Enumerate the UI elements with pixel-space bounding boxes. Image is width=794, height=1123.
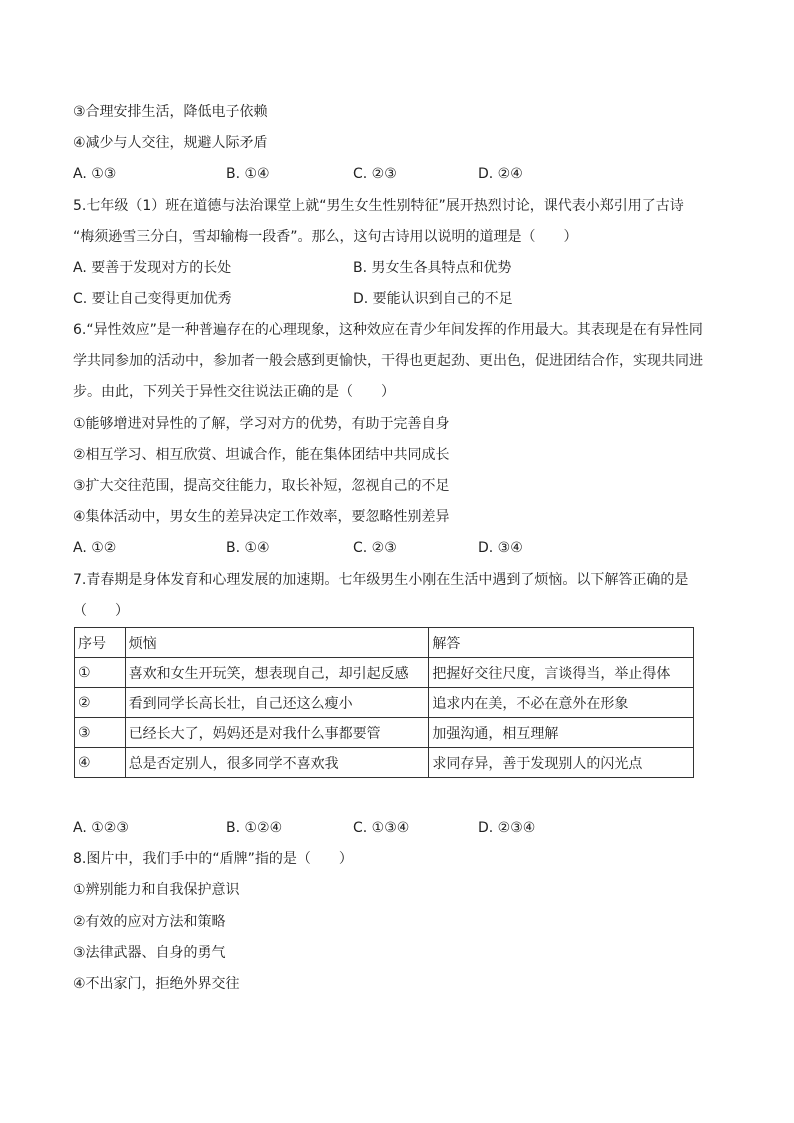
table-row — [75, 748, 694, 778]
q6-item-2: ②相互学习、相互欣赏、坦诚合作，能在集体团结中共同成长 — [73, 447, 450, 463]
table-cell: 把握好交往尺度，言谈得当，举止得体 — [429, 658, 694, 688]
table-cell: ③ — [75, 718, 126, 748]
q8-item-4: ④不出家门，拒绝外界交往 — [73, 976, 240, 992]
table-cell: 已经长大了，妈妈还是对我什么事都要管 — [125, 718, 429, 748]
table-cell: 总是否定别人，很多同学不喜欢我 — [125, 748, 429, 778]
table-cell: ① — [75, 658, 126, 688]
q7-option-a: A. ①②③ — [73, 820, 129, 836]
q8-stem: 8.图片中，我们手中的“盾牌”指的是（ ） — [73, 851, 353, 867]
q4-option-d: D. ②④ — [478, 166, 523, 182]
q4-option-b: B. ①④ — [226, 166, 270, 182]
table-cell: ② — [75, 688, 126, 718]
table-row — [75, 658, 694, 688]
q7-stem-line2: （ ） — [73, 603, 129, 619]
q7-option-c: C. ①③④ — [353, 820, 410, 836]
table-cell: 喜欢和女生开玩笑，想表现自己，却引起反感 — [125, 658, 429, 688]
table-cell: 看到同学长高长壮，自己还这么瘦小 — [125, 688, 429, 718]
q6-option-b: B. ①④ — [226, 540, 270, 556]
table-header-cell: 烦恼 — [125, 628, 429, 658]
table-cell: 追求内在美，不必在意外在形象 — [429, 688, 694, 718]
table-row — [75, 718, 694, 748]
q4-option-c: C. ②③ — [353, 166, 397, 182]
q5-option-d: D. 要能认识到自己的不足 — [353, 291, 513, 307]
q6-option-d: D. ③④ — [478, 540, 523, 556]
q8-item-2: ②有效的应对方法和策略 — [73, 914, 226, 930]
table-header-cell: 序号 — [75, 628, 126, 658]
q8-item-1: ①辨别能力和自我保护意识 — [73, 882, 240, 898]
q6-stem-line2: 学共同参加的活动中，参加者一般会感到更愉快，干得也更起劲、更出色，促进团结合作，实现共同进 — [73, 353, 703, 369]
q6-option-c: C. ②③ — [353, 540, 397, 556]
q4-item-3: ③合理安排生活，降低电子依赖 — [73, 104, 268, 120]
q7-option-d: D. ②③④ — [478, 820, 536, 836]
q5-stem-line1: 5.七年级（1）班在道德与法治课堂上就“男生女生性别特征”展开热烈讨论，课代表小郑引用了古诗 — [73, 198, 684, 214]
q6-item-4: ④集体活动中，男女生的差异决定工作效率，要忽略性别差异 — [73, 509, 450, 525]
table-row — [75, 688, 694, 718]
q4-item-4: ④减少与人交往，规避人际矛盾 — [73, 135, 268, 151]
table-header-cell: 解答 — [429, 628, 694, 658]
q7-stem-line1: 7.青春期是身体发育和心理发展的加速期。七年级男生小刚在生活中遇到了烦恼。以下解答正确的是 — [73, 572, 689, 588]
q7-option-b: B. ①②④ — [226, 820, 283, 836]
table-cell: 加强沟通，相互理解 — [429, 718, 694, 748]
q8-item-3: ③法律武器、自身的勇气 — [73, 945, 226, 961]
q4-option-a: A. ①③ — [73, 166, 117, 182]
q6-stem-line3: 步。由此，下列关于异性交往说法正确的是（ ） — [73, 384, 395, 400]
q5-option-a: A. 要善于发现对方的长处 — [73, 260, 232, 276]
q6-item-3: ③扩大交往范围，提高交往能力，取长补短，忽视自己的不足 — [73, 478, 450, 494]
q7-table — [74, 627, 694, 778]
q6-option-a: A. ①② — [73, 540, 117, 556]
table-cell: 求同存异，善于发现别人的闪光点 — [429, 748, 694, 778]
q5-stem-line2: “梅须逊雪三分白，雪却输梅一段香”。那么，这句古诗用以说明的道理是（ ） — [73, 229, 578, 245]
table-cell: ④ — [75, 748, 126, 778]
q5-option-b: B. 男女生各具特点和优势 — [353, 260, 512, 276]
q5-option-c: C. 要让自己变得更加优秀 — [73, 291, 232, 307]
q6-item-1: ①能够增进对异性的了解，学习对方的优势，有助于完善自身 — [73, 416, 450, 432]
table-header-row — [75, 628, 694, 658]
q6-stem-line1: 6.“异性效应”是一种普遍存在的心理现象，这种效应在青少年间发挥的作用最大。其表现是在有异性同 — [73, 322, 703, 338]
